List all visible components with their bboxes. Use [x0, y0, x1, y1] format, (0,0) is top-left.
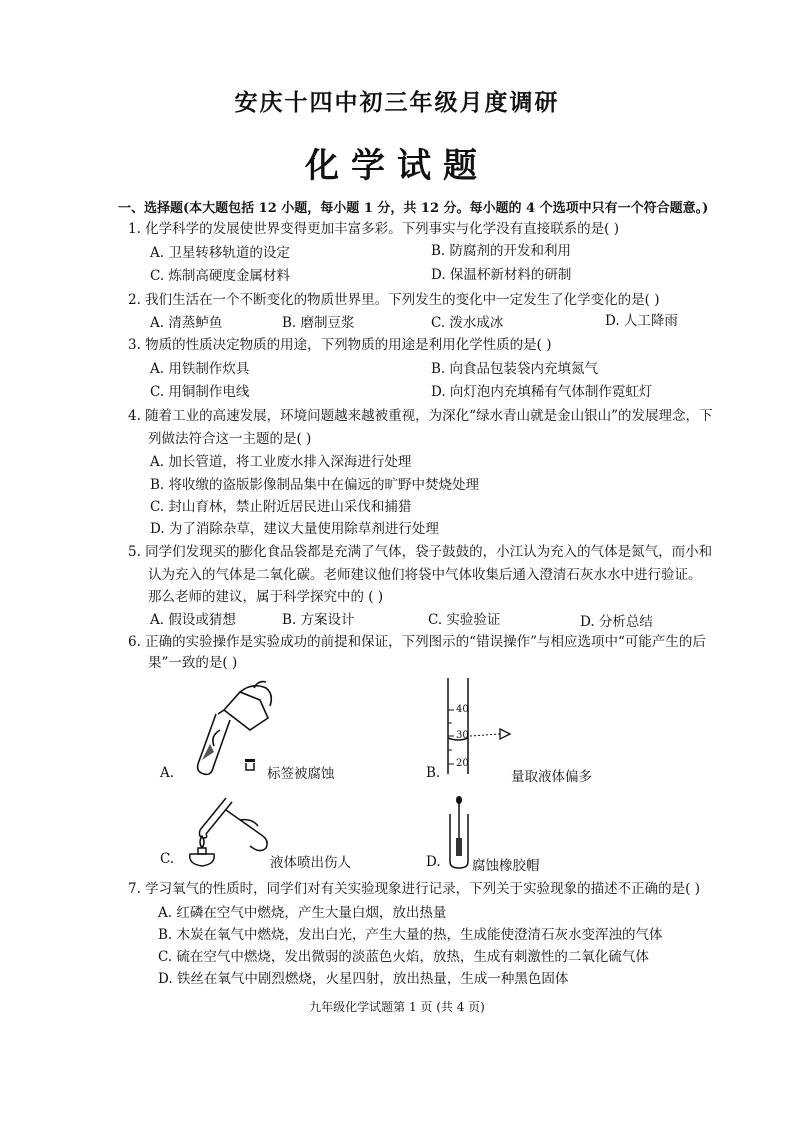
q1-option-b: B. 防腐剂的开发和利用 — [431, 243, 572, 259]
q6-caption-a: 标签被腐蚀 — [267, 766, 335, 782]
q1-option-a: A. 卫星转移轨道的设定 — [150, 245, 290, 261]
page-title: 化学试题 — [305, 146, 489, 186]
q2-option-d: D. 人工降雨 — [605, 313, 678, 329]
q4-option-b: B. 将收缴的盗版影像制品集中在偏远的旷野中焚烧处理 — [150, 477, 480, 493]
q7-option-a: A. 红磷在空气中燃烧，产生大量白烟，放出热量 — [158, 905, 447, 921]
q3-option-a: A. 用铁制作炊具 — [150, 361, 250, 377]
section-heading: 一、选择题(本大题包括 12 小题，每小题 1 分，共 12 分。每小题的 4 个选项中只有一个符合题意。) — [118, 201, 709, 216]
q4-option-c: C. 封山育林，禁止附近居民进山采伐和捕猎 — [150, 499, 412, 515]
q5-stem-line3: 那么老师的建议，属于科学探究中的 ( ) — [148, 589, 384, 605]
q6-caption-b: 量取液体偏多 — [511, 769, 592, 785]
q2-option-c: C. 泼水成冰 — [431, 315, 504, 331]
q7-option-b: B. 木炭在氧气中燃烧，发出白光，产生大量的热，生成能使澄清石灰水变浑浊的气体 — [158, 927, 663, 943]
q2-stem: 2. 我们生活在一个不断变化的物质世界里。下列发生的变化中一定发生了化学变化的是( ) — [128, 292, 660, 308]
q1-stem: 1. 化学科学的发展使世界变得更加丰富多彩。下列事实与化学没有直接联系的是( ) — [128, 221, 619, 237]
q1-option-c: C. 炼制高硬度金属材料 — [150, 268, 290, 284]
q6-stem-line2: 果”一致的是( ) — [148, 655, 238, 671]
q5-option-d: D. 分析总结 — [580, 614, 653, 630]
q4-stem-line2: 列做法符合这一主题的是( ) — [148, 431, 312, 447]
q3-stem: 3. 物质的性质决定物质的用途，下列物质的用途是利用化学性质的是( ) — [128, 337, 552, 353]
figure-d-dropper — [444, 794, 474, 870]
cylinder-tick-20: 20 — [456, 758, 469, 769]
page-footer: 九年级化学试题第 1 页 (共 4 页) — [309, 1000, 485, 1014]
q2-option-b: B. 磨制豆浆 — [282, 315, 355, 331]
bottle-cap-icon — [243, 758, 257, 772]
q3-option-d: D. 向灯泡内充填稀有气体制作霓虹灯 — [431, 384, 653, 400]
q5-stem-line2: 认为充入的气体是二氧化碳。老师建议他们将袋中气体收集后通入澄清石灰水水中进行验证。 — [148, 567, 702, 583]
q5-option-b: B. 方案设计 — [282, 612, 355, 628]
q6-option-a-label: A. — [160, 765, 175, 781]
q6-option-c-label: C. — [160, 851, 175, 867]
q7-option-c: C. 硫在空气中燃烧，发出微弱的淡蓝色火焰，放热，生成有刺激性的二氧化硫气体 — [158, 949, 649, 965]
q5-option-c: C. 实验验证 — [428, 612, 501, 628]
figure-b-cylinder — [440, 676, 520, 776]
q4-option-a: A. 加长管道，将工业废水排入深海进行处理 — [150, 454, 412, 470]
q5-stem-line1: 5. 同学们发现买的膨化食品袋都是充满了气体，袋子鼓鼓的，小江认为充入的气体是氮气，而小和 — [128, 544, 713, 560]
q3-option-c: C. 用铜制作电线 — [150, 384, 250, 400]
figure-c-heating — [180, 790, 280, 870]
q4-stem-line1: 4. 随着工业的高速发展，环境问题越来越被重视，为深化“绿水青山就是金山银山”的发展理念，下 — [128, 408, 713, 424]
q4-option-d: D. 为了消除杂草，建议大量使用除草剂进行处理 — [150, 521, 439, 537]
q2-option-a: A. 清蒸鲈鱼 — [150, 315, 223, 331]
cylinder-tick-40: 40 — [456, 704, 469, 715]
q6-stem-line1: 6. 正确的实验操作是实验成功的前提和保证，下列图示的“错误操作”与相应选项中“可能产生的后 — [128, 634, 706, 650]
q5-option-a: A. 假设或猜想 — [150, 612, 236, 628]
school-title: 安庆十四中初三年级月度调研 — [234, 89, 560, 116]
q3-option-b: B. 向食品包装袋内充填氮气 — [431, 361, 599, 377]
q7-stem: 7. 学习氧气的性质时，同学们对有关实验现象进行记录，下列关于实验现象的描述不正确的是( ) — [128, 881, 700, 897]
q7-option-d: D. 铁丝在氧气中剧烈燃烧，火星四射，放出热量，生成一种黑色固体 — [158, 971, 569, 987]
q6-caption-d: 腐蚀橡胶帽 — [472, 858, 540, 874]
q1-option-d: D. 保温杯新材料的研制 — [431, 267, 572, 283]
q6-option-b-label: B. — [426, 765, 441, 781]
q6-caption-c: 液体喷出伤人 — [270, 855, 351, 871]
cylinder-tick-30: 30 — [456, 730, 469, 741]
q6-option-d-label: D. — [426, 854, 441, 870]
figure-a-pouring — [180, 680, 280, 780]
